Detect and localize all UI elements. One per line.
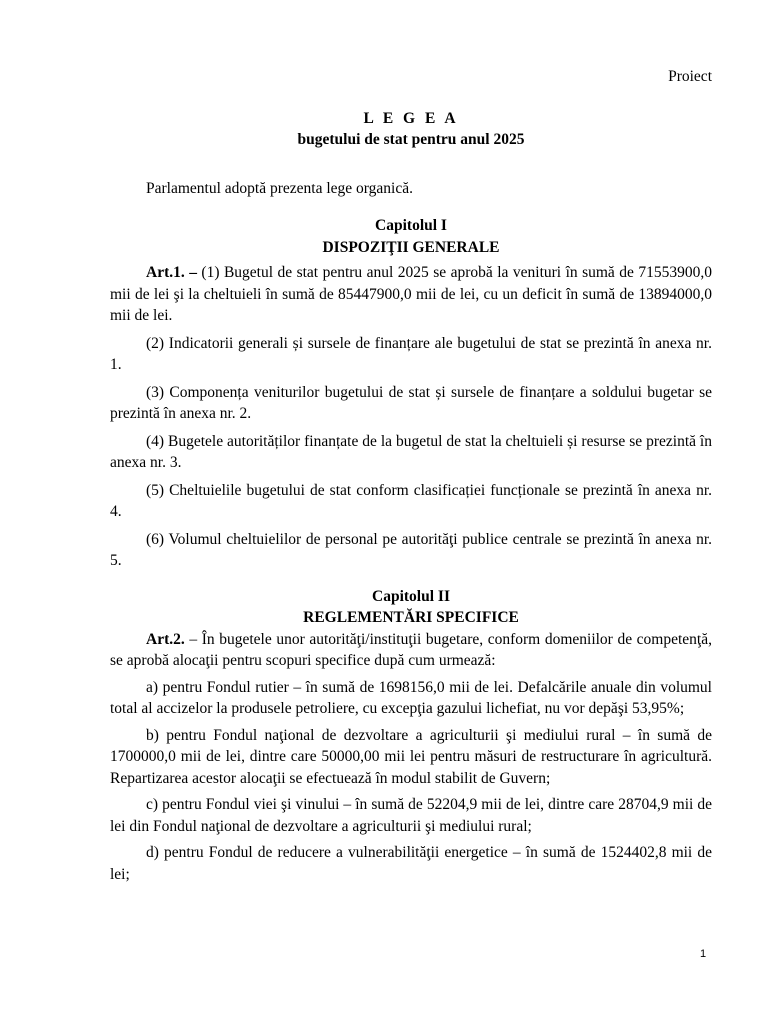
art2-item-a: a) pentru Fondul rutier – în sumă de 1698156,0 mii de lei. Defalcările anuale din volumul total al accizelor la produsele petroliere, cu excepţia gazului lichefiat, nu vor depăşi 53,95%;: [110, 678, 712, 717]
art2-item-b: b) pentru Fondul naţional de dezvoltare a agriculturii şi mediului rural – în sumă de 1700000,0 mii de lei, dintre care 50000,00 mii lei pentru măsuri de restructurare în agricultură. Repartizarea acestor alocaţii se efectuează în modul stabilit de Guvern;: [110, 726, 712, 787]
art1-paragraph-5: (5) Cheltuielile bugetului de stat conform clasificației funcționale se prezintă în anexa nr. 4.: [110, 481, 712, 520]
art2-label: Art.2.: [146, 630, 185, 648]
document-body: [110, 66, 712, 885]
project-label: Proiect: [668, 68, 712, 85]
art1-paragraph-4: (4) Bugetele autorităților finanțate de la bugetul de stat la cheltuieli și resurse se prezintă în anexa nr. 3.: [110, 432, 712, 471]
chapter-1-title: DISPOZIŢII GENERALE: [322, 238, 500, 256]
art2-item-d: d) pentru Fondul de reducere a vulnerabilităţii energetice – în sumă de 1524402,8 mii de lei;: [110, 844, 712, 883]
art2-intro-text: – În bugetele unor autorităţi/instituţii bugetare, conform domeniilor de competenţă, se aprobă alocaţii pentru scopuri specifice după cum urmează:: [110, 630, 712, 669]
page-number: 1: [700, 948, 707, 960]
law-subtitle: bugetului de stat pentru anul 2025: [297, 131, 525, 148]
chapter-1-label: Capitolul I: [375, 217, 447, 234]
art2-item-c: c) pentru Fondul viei şi vinului – în sumă de 52204,9 mii de lei, dintre care 28704,9 mii de lei din Fondul naţional de dezvoltare a agriculturii şi mediului rural;: [110, 796, 712, 835]
chapter-2-label: Capitolul II: [372, 587, 450, 605]
art1-paragraph-6: (6) Volumul cheltuielilor de personal pe autorităţi publice centrale se prezintă în anexa nr. 5.: [110, 530, 712, 569]
art2-intro: [110, 629, 712, 672]
art1-label: Art.1. –: [146, 264, 197, 281]
art1-text-1: (1) Bugetul de stat pentru anul 2025 se aprobă la venituri în sumă de 71553900,0 mii de lei şi la cheltuieli în sumă de 85447900,0 mii de lei, cu un deficit în sumă de 13894000,0 mii de lei.: [110, 264, 712, 324]
chapter-2-title: REGLEMENTĂRI SPECIFICE: [303, 609, 519, 626]
intro-paragraph: Parlamentul adoptă prezenta lege organică.: [146, 179, 413, 197]
art1-paragraph-1: [110, 262, 712, 327]
art1-paragraph-3: (3) Componența veniturilor bugetului de stat și sursele de finanțare a soldului bugetar se prezintă în anexa nr. 2.: [110, 383, 712, 422]
art1-paragraph-2: (2) Indicatorii generali și sursele de finanțare ale bugetului de stat se prezintă în anexa nr. 1.: [110, 334, 712, 373]
law-title: L E G E A: [363, 109, 459, 127]
